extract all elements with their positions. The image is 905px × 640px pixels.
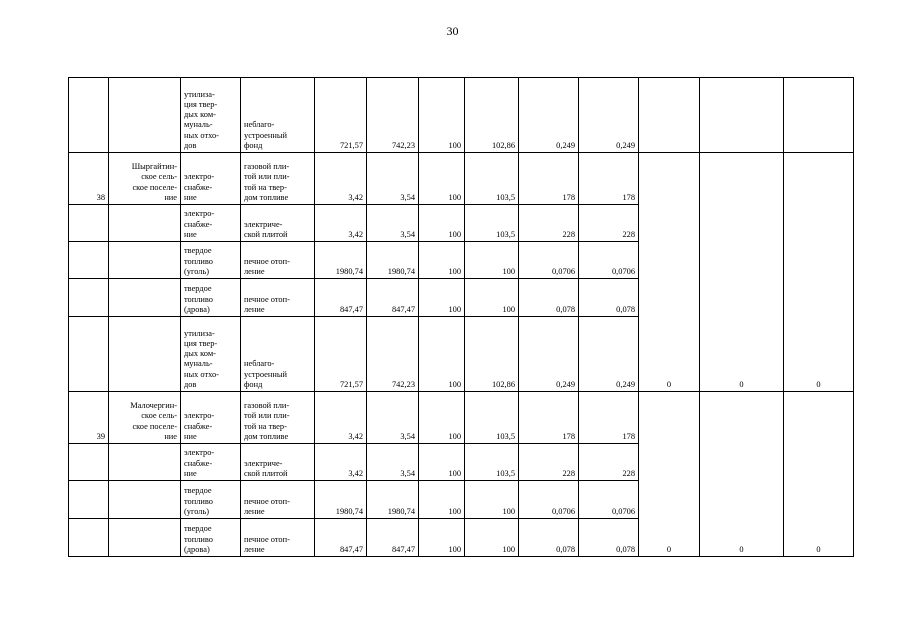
row-number [69,519,109,557]
value-6: 0,078 [579,279,639,317]
value-2: 3,54 [367,153,419,205]
resource-type: электро- снабже- ние [181,153,241,205]
housing-group: электриче- ской плитой [241,205,315,242]
value-6: 228 [579,444,639,481]
housing-group: неблаго- устроенный фонд [241,78,315,153]
value-2: 1980,74 [367,242,419,279]
value-1: 1980,74 [315,481,367,519]
merged-value-b: 0 [700,392,784,557]
settlement-name [109,317,181,392]
empty-cell [700,78,784,153]
value-3: 100 [419,444,465,481]
empty-cell [784,78,854,153]
settlement-name [109,205,181,242]
value-1: 847,47 [315,279,367,317]
value-2: 3,54 [367,205,419,242]
resource-type: электро- снабже- ние [181,444,241,481]
housing-group: газовой пли- той или пли- той на твер- дом топливе [241,153,315,205]
value-2: 3,54 [367,444,419,481]
value-5: 0,249 [519,317,579,392]
value-3: 100 [419,242,465,279]
merged-value-a: 0 [639,153,700,392]
value-4: 103,5 [465,392,519,444]
row-number: 38 [69,153,109,205]
value-5: 0,249 [519,78,579,153]
value-1: 1980,74 [315,242,367,279]
value-6: 178 [579,153,639,205]
value-1: 721,57 [315,78,367,153]
settlement-name: Шыргайтин- ское сель- ское поселе- ние [109,153,181,205]
value-5: 178 [519,153,579,205]
value-3: 100 [419,392,465,444]
value-1: 3,42 [315,392,367,444]
row-number [69,317,109,392]
value-5: 0,0706 [519,481,579,519]
value-3: 100 [419,317,465,392]
value-2: 847,47 [367,519,419,557]
value-6: 0,0706 [579,242,639,279]
value-6: 178 [579,392,639,444]
resource-type: электро- снабже- ние [181,205,241,242]
value-4: 100 [465,242,519,279]
settlement-name [109,444,181,481]
row-number [69,78,109,153]
settlement-name [109,78,181,153]
housing-group: печное отоп- ление [241,242,315,279]
value-3: 100 [419,279,465,317]
value-4: 103,5 [465,205,519,242]
row-number [69,444,109,481]
housing-group: электриче- ской плитой [241,444,315,481]
table-row [69,392,854,444]
value-6: 0,0706 [579,481,639,519]
row-number [69,205,109,242]
value-6: 228 [579,205,639,242]
value-1: 721,57 [315,317,367,392]
value-4: 100 [465,481,519,519]
merged-value-c: 0 [784,392,854,557]
settlement-name [109,481,181,519]
resource-type: твердое топливо (уголь) [181,242,241,279]
housing-group: печное отоп- ление [241,519,315,557]
value-6: 0,078 [579,519,639,557]
value-6: 0,249 [579,78,639,153]
value-2: 742,23 [367,78,419,153]
value-4: 103,5 [465,444,519,481]
resource-type: утилиза- ция твер- дых ком- муналь- ных отхо- дов [181,78,241,153]
value-4: 102,86 [465,317,519,392]
table-row [69,78,854,153]
housing-group: неблаго- устроенный фонд [241,317,315,392]
resource-type: электро- снабже- ние [181,392,241,444]
value-2: 847,47 [367,279,419,317]
empty-cell [639,78,700,153]
value-3: 100 [419,481,465,519]
merged-value-a: 0 [639,392,700,557]
settlement-name [109,242,181,279]
value-3: 100 [419,519,465,557]
value-1: 3,42 [315,444,367,481]
page-number: 30 [446,24,459,38]
value-1: 3,42 [315,205,367,242]
row-number [69,242,109,279]
housing-group: газовой пли- той или пли- той на твер- дом топливе [241,392,315,444]
value-2: 742,23 [367,317,419,392]
value-5: 228 [519,205,579,242]
value-4: 100 [465,519,519,557]
value-2: 1980,74 [367,481,419,519]
settlement-name: Малочергин- ское сель- ское поселе- ние [109,392,181,444]
housing-group: печное отоп- ление [241,279,315,317]
resource-type: твердое топливо (уголь) [181,481,241,519]
housing-group: печное отоп- ление [241,481,315,519]
value-3: 100 [419,205,465,242]
value-5: 228 [519,444,579,481]
resource-type: твердое топливо (дрова) [181,279,241,317]
value-4: 100 [465,279,519,317]
resource-type: твердое топливо (дрова) [181,519,241,557]
tariff-table [68,77,854,557]
value-5: 0,078 [519,519,579,557]
value-4: 102,86 [465,78,519,153]
merged-value-b: 0 [700,153,784,392]
merged-value-c: 0 [784,153,854,392]
value-4: 103,5 [465,153,519,205]
value-1: 847,47 [315,519,367,557]
value-1: 3,42 [315,153,367,205]
value-2: 3,54 [367,392,419,444]
value-5: 0,078 [519,279,579,317]
value-5: 0,0706 [519,242,579,279]
value-3: 100 [419,78,465,153]
value-6: 0,249 [579,317,639,392]
table-row [69,153,854,205]
settlement-name [109,519,181,557]
settlement-name [109,279,181,317]
row-number [69,279,109,317]
value-5: 178 [519,392,579,444]
resource-type: утилиза- ция твер- дых ком- муналь- ных отхо- дов [181,317,241,392]
value-3: 100 [419,153,465,205]
row-number: 39 [69,392,109,444]
row-number [69,481,109,519]
